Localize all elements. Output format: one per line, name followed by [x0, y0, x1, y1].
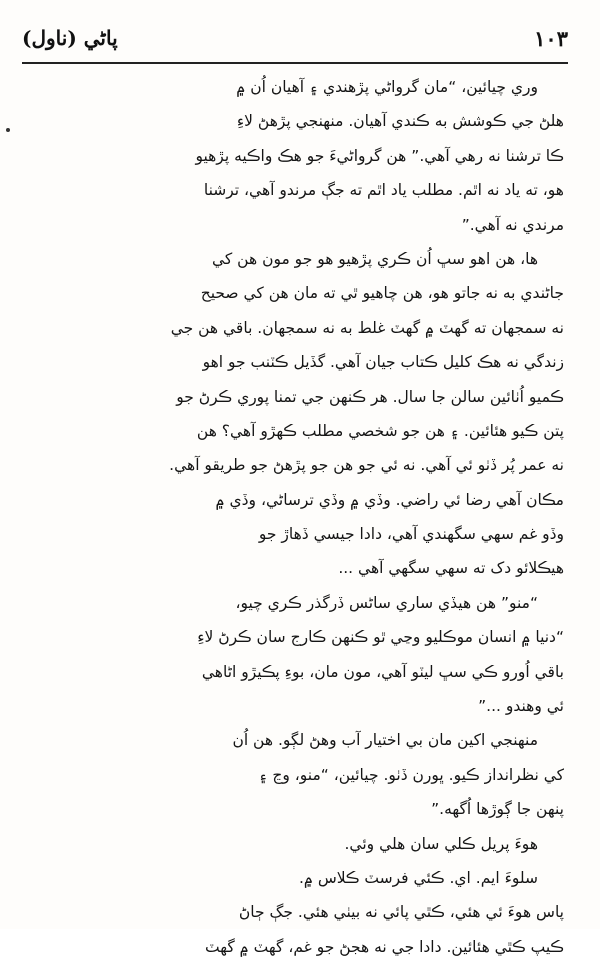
text-line: “منو” هن هيڏي ساري ساڻس ڏرگذر ڪري چيو،: [235, 593, 538, 612]
text-line: سلوءَ ايم. اي. ڪئي فرسٽ ڪلاس ۾.: [298, 868, 538, 887]
text-line: هوءَ پريل ڪلي سان هلي وئي.: [344, 834, 538, 853]
text-line: پتن ڪيو هئائين. ۽ هن جو شخصي مطلب ڪهڙو آهي؟ هن: [196, 421, 564, 440]
text-line: ئي وهندو ...”: [478, 697, 564, 716]
running-title: پاڻي (ناول): [22, 26, 118, 50]
text-line: “دنيا ۾ انسان موڪليو وڃي ٿو ڪنهن ڪارج سان ڪرڻ لاءِ: [197, 628, 564, 647]
text-line: ڪميو اُٺائين سالن جا سال. هر ڪنهن جي تمنا پوري ڪرڻ جو: [176, 387, 564, 406]
text-line: منهنجي اکين مان بي اختيار آب وهڻ لڳو. هن اُن: [232, 731, 538, 750]
page-number: ١٠٣: [534, 26, 568, 51]
text-line: نه عمر پُر ڏٺو ئي آهي. نه ئي جو هن جو پڙهڻ جو طريقو آهي.: [169, 456, 564, 475]
text-line: باقي اُورو ڪي سڀ ليٽو آهي، مون مان، بوءِ پڪيڙو اڻاهي: [201, 662, 564, 681]
text-line: مڪان آهي رضا ئي راضي. وڏي ۾ وڏي ترساڻي، وڏي ۾: [215, 490, 564, 509]
text-line: مرندي نه آهي.”: [461, 215, 564, 234]
text-line: وري چيائين، “مان گرواڻي پڙهندي ۽ آهيان اُن ۾: [236, 78, 538, 96]
text-line: زندگي نه هڪ کليل ڪتاب جيان آهي. گڏيل ڪٽنب جو اهو: [202, 353, 564, 372]
text-line: هو، ته ياد نه اٿم. مطلب ياد اٿم ته جڳ مرندو آهي، ترشنا: [203, 181, 564, 200]
page-header: [22, 26, 568, 62]
text-line: پنهن جا ڳوڙها اُگهه.”: [431, 800, 564, 819]
text-line: هلڻ جي ڪوشش به ڪندي آهيان. منهنجي پڙهڻ لاءِ: [236, 112, 564, 131]
ink-dot: [6, 128, 10, 132]
text-line: ڪا ترشنا نه رهي آهي.” هن گرواڻيءَ جو هڪ واڪيه پڙهيو: [195, 146, 564, 165]
text-line: جاڻندي به نه جاتو هو، هن چاهيو ٿي ته مان هن کي صحيح: [200, 284, 564, 303]
text-line: پاس هوءَ ئي هئي، ڪٿي پائي نه بيٺي هئي. جڳ ڄاڻ: [238, 903, 564, 922]
text-line: ڪيپ ڪٿي هئائين. دادا جي نه هجڻ جو غم، گهٽ ۾ گهٽ: [205, 937, 564, 956]
text-line: وڏو غم سهي سگهندي آهي، دادا جيسي ڏهاڙ جو: [258, 525, 564, 544]
text-line: ها، هن اهو سڀ اُن ڪري پڙهيو هو جو مون هن کي: [211, 249, 538, 268]
text-line: کي نظرانداز ڪيو. ڀورن ڏٺو. چيائين، “منو، وڃ ۽: [258, 765, 564, 784]
text-line: هيڪلائو دک ته سهي سگهي آهي ...: [338, 559, 564, 578]
body-text: [40, 70, 564, 964]
header-rule: [22, 62, 568, 64]
text-line: نه سمجهان ته گهٽ ۾ گهٽ غلط به نه سمجهان. باقي هن جي: [170, 318, 564, 337]
